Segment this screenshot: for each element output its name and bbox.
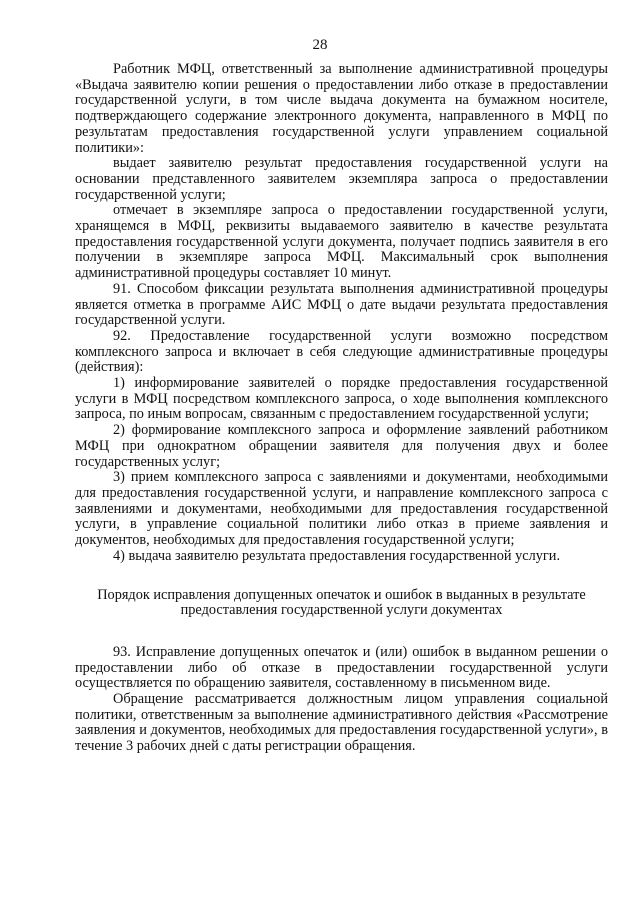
list-item-4: 4) выдача заявителю результата предоставления государственной услуги. xyxy=(113,547,561,564)
list-item-1: 1) информирование заявителей о порядке предоставления государственной услуги в МФЦ посредством комплексного запроса, о ходе выполнения комплексного запроса, по иным вопросам, связанным с предоставлением государственной услуги; xyxy=(75,375,608,423)
paragraph-93: 93. Исправление допущенных опечаток и (или) ошибок в выданном решении о предоставлении либо об отказе в предоставлении государственной услуги осуществляется по обращению заявителя, составленному в письменном виде. xyxy=(75,643,608,692)
paragraph-issues-result: выдает заявителю результат предоставления государственной услуги на основании представленного заявителем экземпляра запроса о предоставлении государственной услуги; xyxy=(75,155,608,203)
paragraph-mfc-worker: Работник МФЦ, ответственный за выполнение административной процедуры «Выдача заявителю копии решения о предоставлении либо отказе в предоставлении государственной услуги, в том числе выдача документа на бумажном носителе, подтверждающего содержание электронного документа, направленного в МФЦ по результатам предоставления государственной услуги управлением социальной политики»: xyxy=(75,61,608,156)
paragraph-appeal: Обращение рассматривается должностным лицом управления социальной политики, ответственным за выполнение административного действия «Рассмотрение заявления и документов, необходимых для предоставления государственной услуги», в течение 3 рабочих дней с даты регистрации обращения. xyxy=(75,691,608,755)
document-body xyxy=(75,62,608,755)
page-number: 28 xyxy=(312,37,328,53)
paragraph-92: 92. Предоставление государственной услуги возможно посредством комплексного запроса и включает в себя следующие административные процедуры (действия): xyxy=(75,327,608,376)
paragraph-marks-request: отмечает в экземпляре запроса о предоставлении государственной услуги, хранящемся в МФЦ, реквизиты выдаваемого заявителю в качестве результата предоставления государственной услуги документа, получает подпись заявителя в его получении в экземпляре запроса МФЦ. Максимальный срок выполнения административной процедуры составляет 10 минут. xyxy=(75,202,608,282)
list-item-2: 2) формирование комплексного запроса и оформление заявлений работником МФЦ при однократном обращении заявителя для получения двух и более государственных услуг; xyxy=(75,422,608,470)
section-heading: Порядок исправления допущенных опечаток и ошибок в выданных в результате предоставления государственной услуги документах xyxy=(97,586,586,619)
paragraph-91: 91. Способом фиксации результата выполнения административной процедуры является отметка в программе АИС МФЦ о дате выдачи результата предоставления государственной услуги. xyxy=(75,280,608,329)
list-item-3: 3) прием комплексного запроса с заявлениями и документами, необходимыми для предоставления государственной услуги, и направление комплексного запроса с заявлениями и документами, необходимыми для предоставления государственной услуги, в управление социальной политики либо отказ в приеме заявления и документов, необходимых для предоставления государственной услуги; xyxy=(75,469,608,549)
